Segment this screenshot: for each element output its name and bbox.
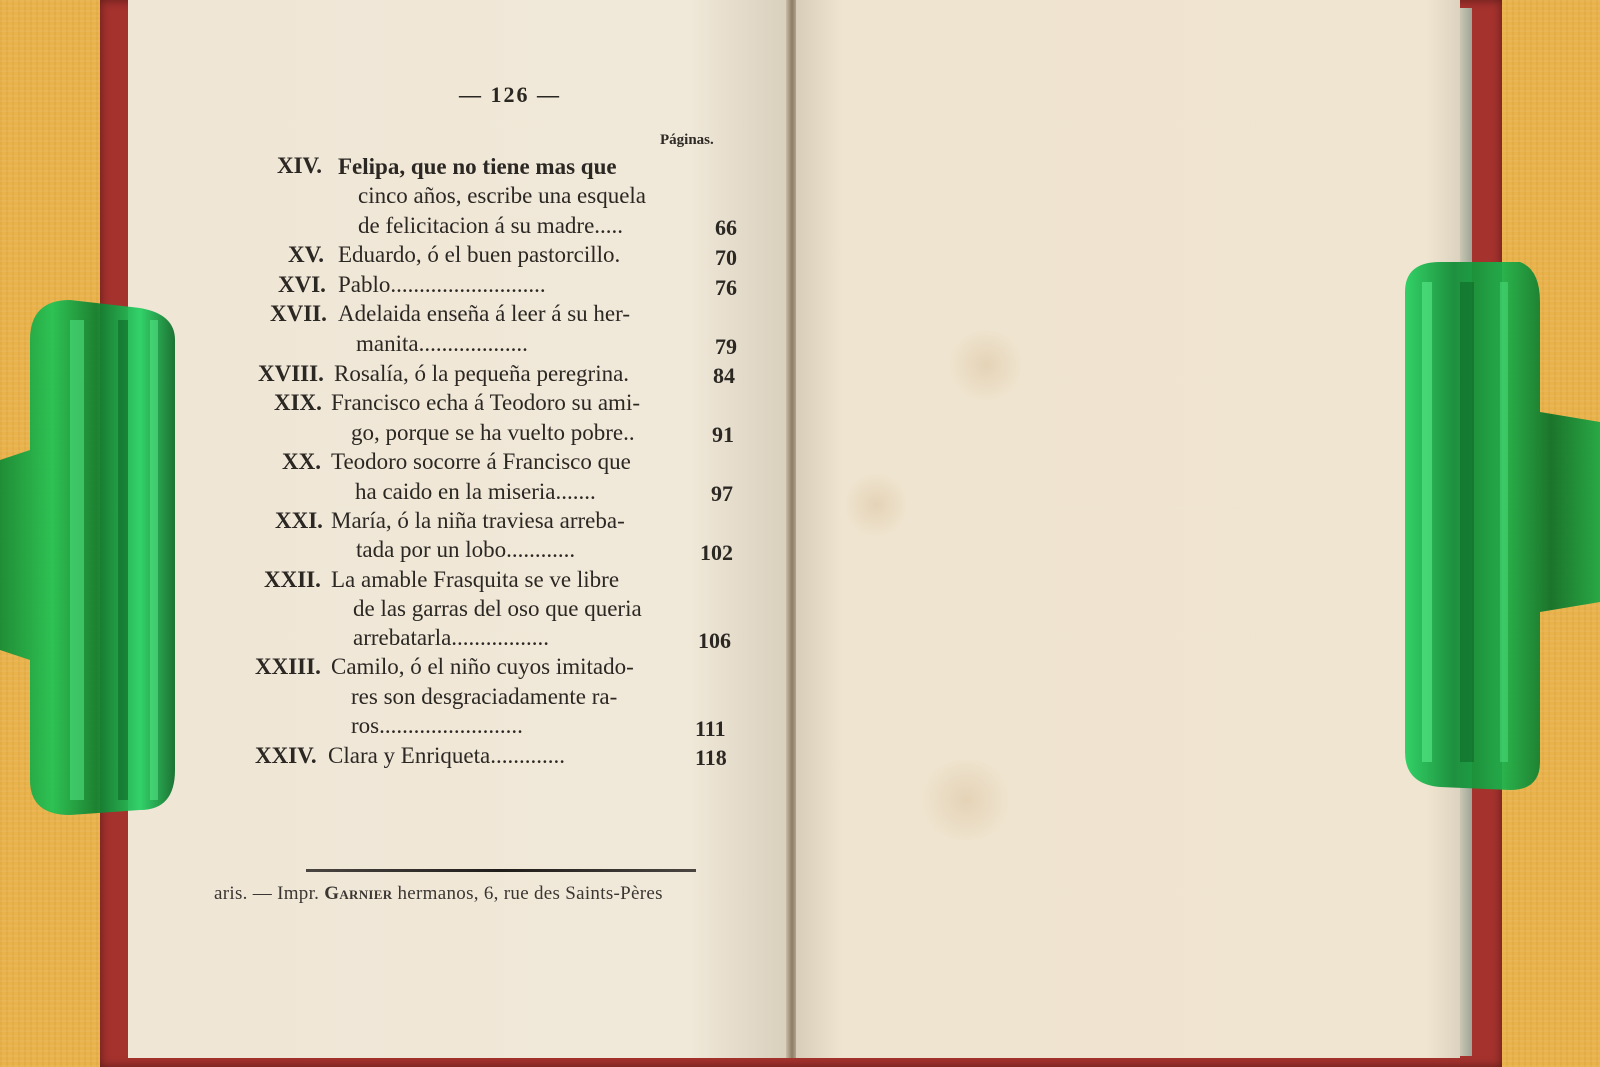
paper-stain — [916, 760, 1016, 840]
printer-imprint: aris. — Impr. Garnier hermanos, 6, rue des Saints-Pères — [214, 883, 663, 904]
toc-entry-numeral: XXIV. — [255, 743, 317, 768]
toc-entry-page: 102 — [700, 540, 733, 565]
toc-entry-line: Adelaida enseña á leer á su her- — [338, 301, 630, 326]
toc-entry-line: Camilo, ó el niño cuyos imitado- — [331, 654, 634, 679]
toc-entry-line: Felipa, que no tiene mas que — [338, 154, 617, 179]
toc-entry-line: ha caido en la miseria....... — [355, 479, 596, 504]
toc-entry-line: cinco años, escribe una esquela — [358, 183, 647, 208]
toc-entry-page: 106 — [698, 628, 731, 653]
toc-entry-page: 97 — [711, 481, 733, 506]
pages-column-header: Páginas. — [660, 132, 714, 148]
toc-entry-page: 79 — [715, 334, 737, 359]
right-page-blank — [796, 0, 1460, 1058]
toc-entry-numeral: XXII. — [264, 567, 321, 592]
toc-entry-page: 84 — [713, 363, 735, 388]
toc-entry-line: Francisco echa á Teodoro su ami- — [331, 390, 640, 415]
toc-entry-numeral: XVII. — [270, 301, 327, 326]
toc-entry-line: tada por un lobo............ — [356, 537, 576, 562]
toc-entry-numeral: XV. — [288, 242, 325, 267]
page-number: — 126 — — [459, 82, 561, 107]
toc-entry-numeral: XXIII. — [255, 654, 321, 679]
paper-stain — [946, 330, 1026, 400]
toc-entry-page: 111 — [695, 716, 726, 741]
rule-divider — [306, 869, 696, 872]
toc-entry-line: res son desgraciadamente ra- — [351, 684, 618, 709]
toc-entry-line: La amable Frasquita se ve libre — [331, 567, 620, 592]
toc-entry-page: 91 — [712, 422, 734, 447]
green-binder-clip-left — [0, 300, 180, 820]
toc-entry-line: María, ó la niña traviesa arreba- — [331, 508, 625, 533]
toc-entry-page: 118 — [695, 745, 727, 770]
green-binder-clip-right — [1400, 262, 1600, 792]
paper-stain — [846, 470, 906, 540]
toc-entry-page: 66 — [715, 215, 737, 240]
toc-entry-line: Eduardo, ó el buen pastorcillo. — [338, 242, 621, 267]
toc-entry-numeral: XVIII. — [258, 361, 324, 386]
toc-entry-numeral: XX. — [282, 449, 321, 474]
toc-entry-line: go, porque se ha vuelto pobre.. — [351, 420, 635, 445]
toc-entry-line: ros......................... — [351, 713, 523, 738]
toc-entry-line: Pablo........................... — [338, 272, 546, 297]
toc-entry-line: de las garras del oso que queria — [353, 596, 642, 621]
toc-entry-line: arrebatarla................. — [353, 625, 550, 650]
toc-entry-line: de felicitacion á su madre..... — [358, 213, 624, 238]
toc-entry-line: Clara y Enriqueta............. — [328, 743, 565, 768]
toc-entry-page: 70 — [715, 245, 737, 270]
toc-entry-numeral: XIX. — [274, 390, 322, 415]
toc-entry-line: Teodoro socorre á Francisco que — [331, 449, 631, 474]
toc-entry-line: manita................... — [356, 331, 528, 356]
toc-entry-numeral: XXI. — [275, 508, 323, 533]
toc-entry-numeral: XIV. — [277, 153, 322, 178]
toc-entry-line: Rosalía, ó la pequeña peregrina. — [334, 361, 630, 386]
toc-entry-page: 76 — [715, 275, 737, 300]
toc-entry-numeral: XVI. — [278, 272, 326, 297]
